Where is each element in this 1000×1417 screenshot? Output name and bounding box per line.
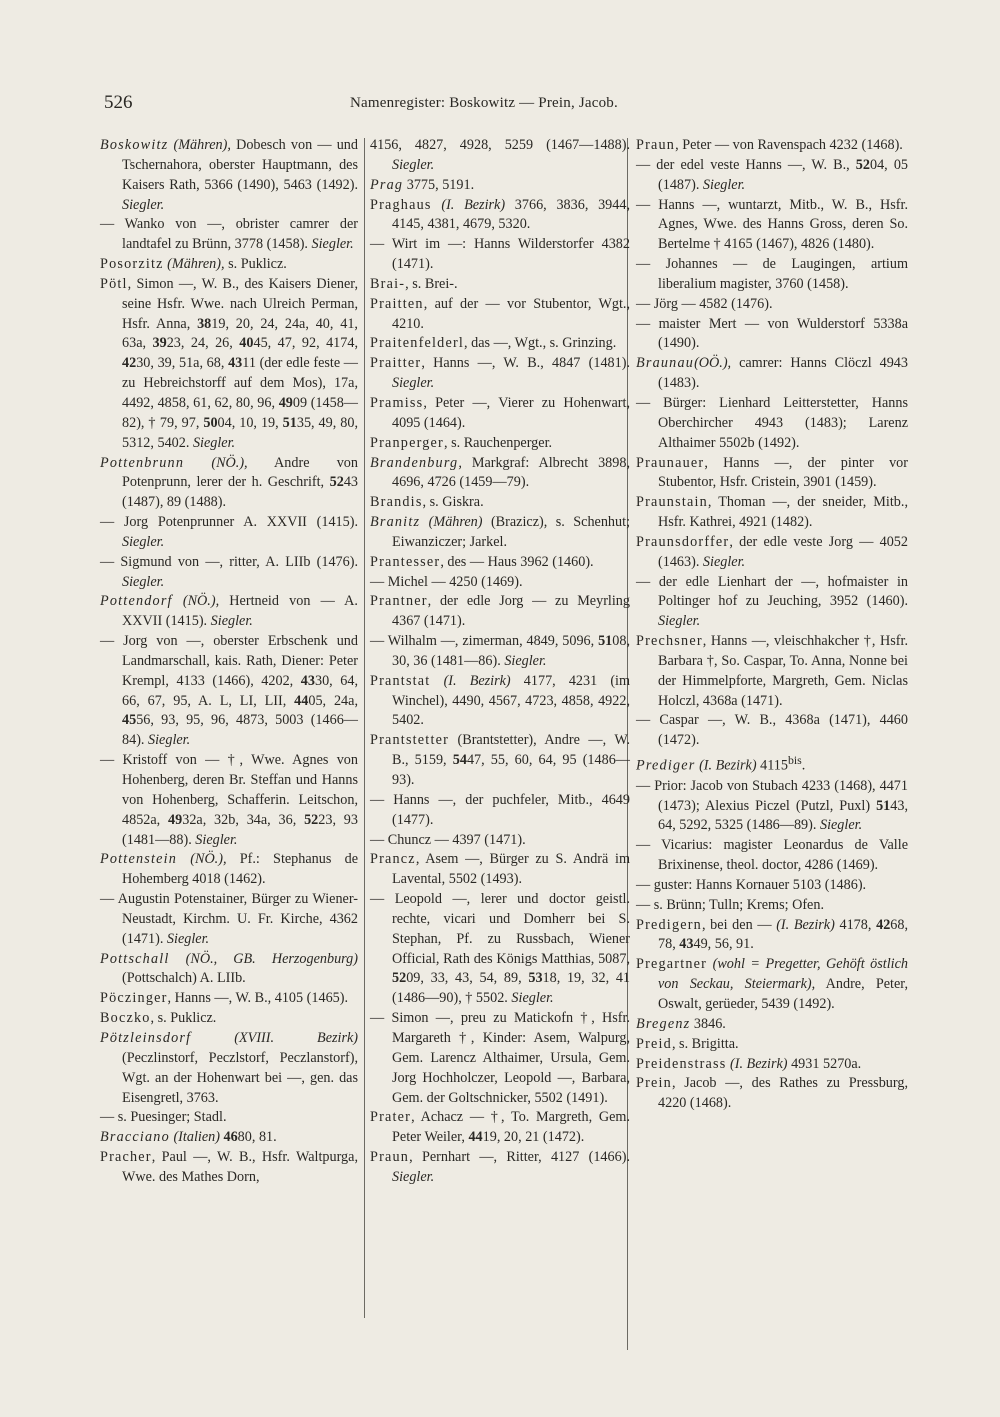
running-head: Namenregister: Boskowitz — Prein, Jacob.: [350, 95, 618, 111]
index-entry: — Johannes — de Laugingen, artium liberalium magister, 3760 (1458).: [636, 256, 908, 292]
index-entry: — Caspar —, W. B., 4368a (1471), 4460 (1472).: [636, 712, 908, 749]
index-entry: Brandenburg, Markgraf: Albrecht 3898, 4696, 4726 (1459—79).: [370, 454, 630, 491]
index-column-left: [100, 136, 358, 1188]
page-header: [104, 92, 904, 122]
index-entry: — Vicarius: magister Leonardus de Valle Brixinense, theol. doctor, 4286 (1469).: [636, 837, 908, 874]
index-entry: Pottschall (NÖ., GB. Herzogenburg) (Pottschalch) A. LIIb.: [100, 950, 358, 987]
index-entry: Pramiss, Peter —, Vierer zu Hohenwart, 4095 (1464).: [370, 394, 630, 431]
column-divider: [364, 138, 365, 1318]
index-entry: Pottenstein (NÖ.), Pf.: Stephanus de Hohemberg 4018 (1462).: [100, 851, 358, 888]
index-entry: Pöczinger, Hanns —, W. B., 4105 (1465).: [100, 990, 349, 1007]
index-entry: — der edel veste Hanns —, W. B., 5204, 05 (1487). Siegler.: [636, 156, 909, 193]
page-number: 526: [104, 92, 133, 113]
index-entry: Prater, Achacz — †, To. Margreth, Gem. Peter Weiler, 4419, 20, 21 (1472).: [370, 1109, 630, 1146]
index-entry: Bregenz 3846.: [636, 1015, 726, 1032]
index-entry: — guster: Hanns Kornauer 5103 (1486).: [636, 876, 867, 893]
index-entry: Prantner, der edle Jorg — zu Meyrling 4367 (1471).: [370, 593, 630, 630]
index-entry: — Jorg Potenprunner A. XXVII (1415). Siegler.: [100, 514, 358, 550]
index-entry: Pottenbrunn (NÖ.), Andre von Potenprunn, lerer der h. Geschrift, 5243 (1487), 89 (1488).: [100, 454, 358, 511]
index-entry: — Chuncz — 4397 (1471).: [370, 831, 526, 848]
index-entry: Boskowitz (Mähren), Dobesch von — und Tschernahora, oberster Hauptmann, des Kaisers Rath, 5366 (1490), 5463 (1492). Siegler.: [100, 137, 358, 213]
index-entry: Praunstain, Thoman —, der sneider, Mitb., Hsfr. Kathrei, 4921 (1482).: [636, 494, 908, 531]
index-entry: Prag 3775, 5191.: [370, 176, 475, 193]
index-entry: — s. Puesinger; Stadl.: [100, 1109, 227, 1126]
index-entry: Praunauer, Hanns —, der pinter vor Stubentor, Hsfr. Cristein, 3901 (1459).: [636, 454, 908, 491]
index-entry: Pottendorf (NÖ.), Hertneid von — A. XXVII (1415). Siegler.: [100, 593, 358, 630]
index-entry: — Bürger: Lienhard Leitterstetter, Hanns Oberchircher 4943 (1483); Larenz Althaimer 5502b (1492).: [636, 394, 908, 451]
index-entry: — Wanko von —, obrister camrer der landtafel zu Brünn, 3778 (1458). Siegler.: [100, 216, 358, 253]
index-entry: Prantesser, des — Haus 3962 (1460).: [370, 553, 594, 570]
index-entry: — Hanns —, wuntarzt, Mitb., W. B., Hsfr. Agnes, Wwe. des Hanns Gross, deren So. Bertelme † 4165 (1467), 4826 (1480).: [636, 196, 908, 253]
index-entry: Branitz (Mähren) (Brazicz), s. Schenhut; Eiwanziczer; Jarkel.: [370, 514, 631, 550]
index-entry: Predigern, bei den — (I. Bezirk) 4178, 4268, 78, 4349, 56, 91.: [636, 916, 909, 953]
index-entry: Prantstat (I. Bezirk) 4177, 4231 (im Winchel), 4490, 4567, 4723, 4858, 4922, 5402.: [370, 672, 631, 729]
index-entry: Prancz, Asem —, Bürger zu S. Andrä im Lavental, 5502 (1493).: [370, 851, 630, 888]
index-entry: — Jorg von —, oberster Erbschenk und Landmarschall, kais. Rath, Diener: Peter Krempl, 4133 (1466), 4202, 4330, 64, 66, 67, 95, A. L, LI, LII, 4405, 24a, 4556, 93, 95, 96, 4873, 5003 (1466—84). Siegler.: [100, 633, 358, 749]
index-column-middle: [370, 136, 630, 1188]
index-entry: — Augustin Potenstainer, Bürger zu Wiener-Neustadt, Kirchm. U. Fr. Kirche, 4362 (1471). Siegler.: [100, 891, 358, 947]
index-entry: Pregartner (wohl = Pregetter, Gehöft östlich von Seckau, Steiermark), Andre, Peter, Oswalt, gerüeder, 5439 (1492).: [636, 956, 909, 1013]
index-entry: Praitenfelderl, das —, Wgt., s. Grinzing.: [370, 335, 617, 352]
index-entry: Prechsner, Hanns —, vleischhakcher †, Hsfr. Barbara †, So. Caspar, To. Anna, Nonne bei der Himmelpforte, Margreth, Gem. Niclas Holczl, 4368a (1471).: [636, 633, 908, 709]
index-entry: — Jörg — 4582 (1476).: [636, 295, 773, 312]
index-entry: — Michel — 4250 (1469).: [370, 573, 523, 590]
index-entry: Praunsdorffer, der edle veste Jorg — 4052 (1463). Siegler.: [636, 533, 908, 570]
index-entry: 4156, 4827, 4928, 5259 (1467—1488). Siegler.: [370, 137, 630, 173]
index-entry: Praitten, auf der — vor Stubentor, Wgt., 4210.: [370, 295, 630, 332]
index-entry: Praun, Pernhart —, Ritter, 4127 (1466). Siegler.: [370, 1149, 630, 1185]
index-entry: Bracciano (Italien) 4680, 81.: [100, 1129, 277, 1146]
index-entry: Praitter, Hanns —, W. B., 4847 (1481). Siegler.: [370, 355, 630, 392]
index-entry: — Hanns —, der puchfeler, Mitb., 4649 (1477).: [370, 791, 630, 828]
index-entry: — Wilhalm —, zimerman, 4849, 5096, 5108, 30, 36 (1481—86). Siegler.: [370, 633, 630, 669]
index-entry: — der edle Lienhart der —, hofmaister in Poltinger hof zu Jeuching, 3952 (1460). Siegler.: [636, 573, 908, 630]
index-entry: — maister Mert — von Wulderstorf 5338a (1490).: [636, 315, 908, 352]
index-entry: Pracher, Paul —, W. B., Hsfr. Waltpurga, Wwe. des Mathes Dorn,: [100, 1149, 358, 1185]
index-entry: Prein, Jacob —, des Rathes zu Pressburg, 4220 (1468).: [636, 1075, 908, 1112]
index-entry: Preid, s. Brigitta.: [636, 1035, 739, 1052]
index-entry: — Wirt im —: Hanns Wilderstorfer 4382 (1471).: [370, 236, 630, 273]
index-entry: — s. Brünn; Tulln; Krems; Ofen.: [636, 896, 824, 913]
index-entry: Pötzleinsdorf (XVIII. Bezirk) (Peczlinstorf, Peczlstorf, Peczlanstorf), Wgt. an der Hohenwart bei —, gen. das Eisengretl, 3763.: [100, 1029, 358, 1106]
index-entry: Prantstetter (Brantstetter), Andre —, W. B., 5159, 5447, 55, 60, 64, 95 (1486—93).: [370, 732, 630, 788]
index-entry: — Sigmund von —, ritter, A. LIIb (1476). Siegler.: [100, 553, 358, 590]
index-entry: — Leopold —, lerer und doctor geistl. rechte, vicari und Domherr bei S. Stephan, Pf. zu Russbach, Wiener Official, Rath des Königs Matthias, 5087, 5209, 33, 43, 54, 89, 5318, 19, 32, 41 (1486—90), † 5502. Siegler.: [370, 891, 631, 1007]
index-entry: — Simon —, preu zu Matickofn †, Hsfr. Margareth †, Kinder: Asem, Walpurg, Gem. Larencz Althaimer, Ursula, Gem. Jorg Hochholczer, Leopold —, Barbara, Gem. der Goltschnicker, 5502 (1491).: [370, 1010, 630, 1106]
index-entry: Pötl, Simon —, W. B., des Kaisers Diener, seine Hsfr. Wwe. nach Ulreich Perman, Hsfr. Anna, 3819, 20, 24, 24a, 40, 41, 63a, 3923, 24, 26, 4045, 47, 92, 4174, 4230, 39, 51a, 68, 4311 (der edle feste — zu Hebreichstorff auf dem Mos), 17a, 4492, 4858, 61, 62, 80, 96, 4909 (1458—82), † 79, 97, 5004, 10, 19, 5135, 49, 80, 5312, 5402. Siegler.: [100, 275, 359, 451]
index-entry: Pranperger, s. Rauchenperger.: [370, 434, 553, 451]
index-entry: — Prior: Jacob von Stubach 4233 (1468), 4471 (1473); Alexius Piczel (Putzl, Puxl) 5143, 64, 5292, 5325 (1486—89). Siegler.: [636, 777, 908, 834]
index-entry: Boczko, s. Puklicz.: [100, 1010, 217, 1027]
index-entry: — Kristoff von — †, Wwe. Agnes von Hohenberg, deren Br. Steffan und Hanns von Hohenberg, Schafferin. Leitschon, 4852a, 4932a, 32b, 34a, 36, 5223, 93 (1481—88). Siegler.: [100, 752, 358, 848]
index-entry: Braunau(OÖ.), camrer: Hanns Clöczl 4943 (1483).: [636, 355, 908, 392]
index-column-right: [636, 136, 908, 1114]
index-entry: Posorzitz (Mähren), s. Puklicz.: [100, 256, 287, 273]
index-entry: Brandis, s. Giskra.: [370, 494, 484, 511]
index-entry: Prediger (I. Bezirk) $4115^{bis}$.: [636, 753, 806, 774]
index-entry: Praun, Peter — von Ravenspach 4232 (1468).: [636, 137, 903, 153]
index-entry: Preidenstrass (I. Bezirk) 4931 5270a.: [636, 1055, 862, 1072]
index-entry: Praghaus (I. Bezirk) 3766, 3836, 3944, 4145, 4381, 4679, 5320.: [370, 196, 631, 233]
index-entry: Brai-, s. Brei-.: [370, 275, 458, 292]
